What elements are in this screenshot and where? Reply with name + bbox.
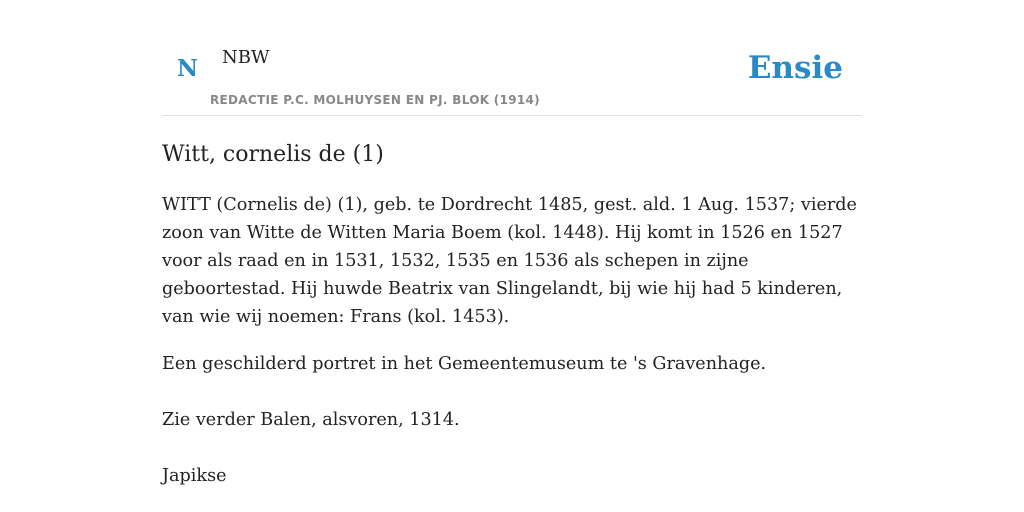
- article-author: Japikse: [162, 466, 227, 486]
- article-paragraph-portrait: Een geschilderd portret in het Gemeentemuseum te 's Gravenhage.: [162, 354, 767, 374]
- article-title: Witt, cornelis de (1): [162, 142, 384, 167]
- site-name-link[interactable]: NBW: [222, 47, 270, 68]
- article-paragraph-biography: WITT (Cornelis de) (1), geb. te Dordrecht 1485, gest. ald. 1 Aug. 1537; vierde zoon van Witte de Witten Maria Boem (kol. 1448). Hij komt in 1526 en 1527 voor als raad en in 1531, 1532, 1535 en 1536 als schepen in zijne geboortestad. Hij huwde Beatrix van Slingelandt, bij wie hij had 5 kinderen, van wie wij noemen: Frans (kol. 1453).: [162, 195, 857, 327]
- article: [162, 138, 862, 490]
- ensie-brand-link[interactable]: Ensie: [747, 50, 843, 86]
- site-header: [162, 30, 862, 116]
- editorial-subtitle: REDACTIE P.C. MOLHUYSEN EN PJ. BLOK (1914): [210, 93, 540, 107]
- article-paragraph-reference: Zie verder Balen, alsvoren, 1314.: [162, 410, 460, 430]
- nbw-logo[interactable]: N: [177, 55, 199, 82]
